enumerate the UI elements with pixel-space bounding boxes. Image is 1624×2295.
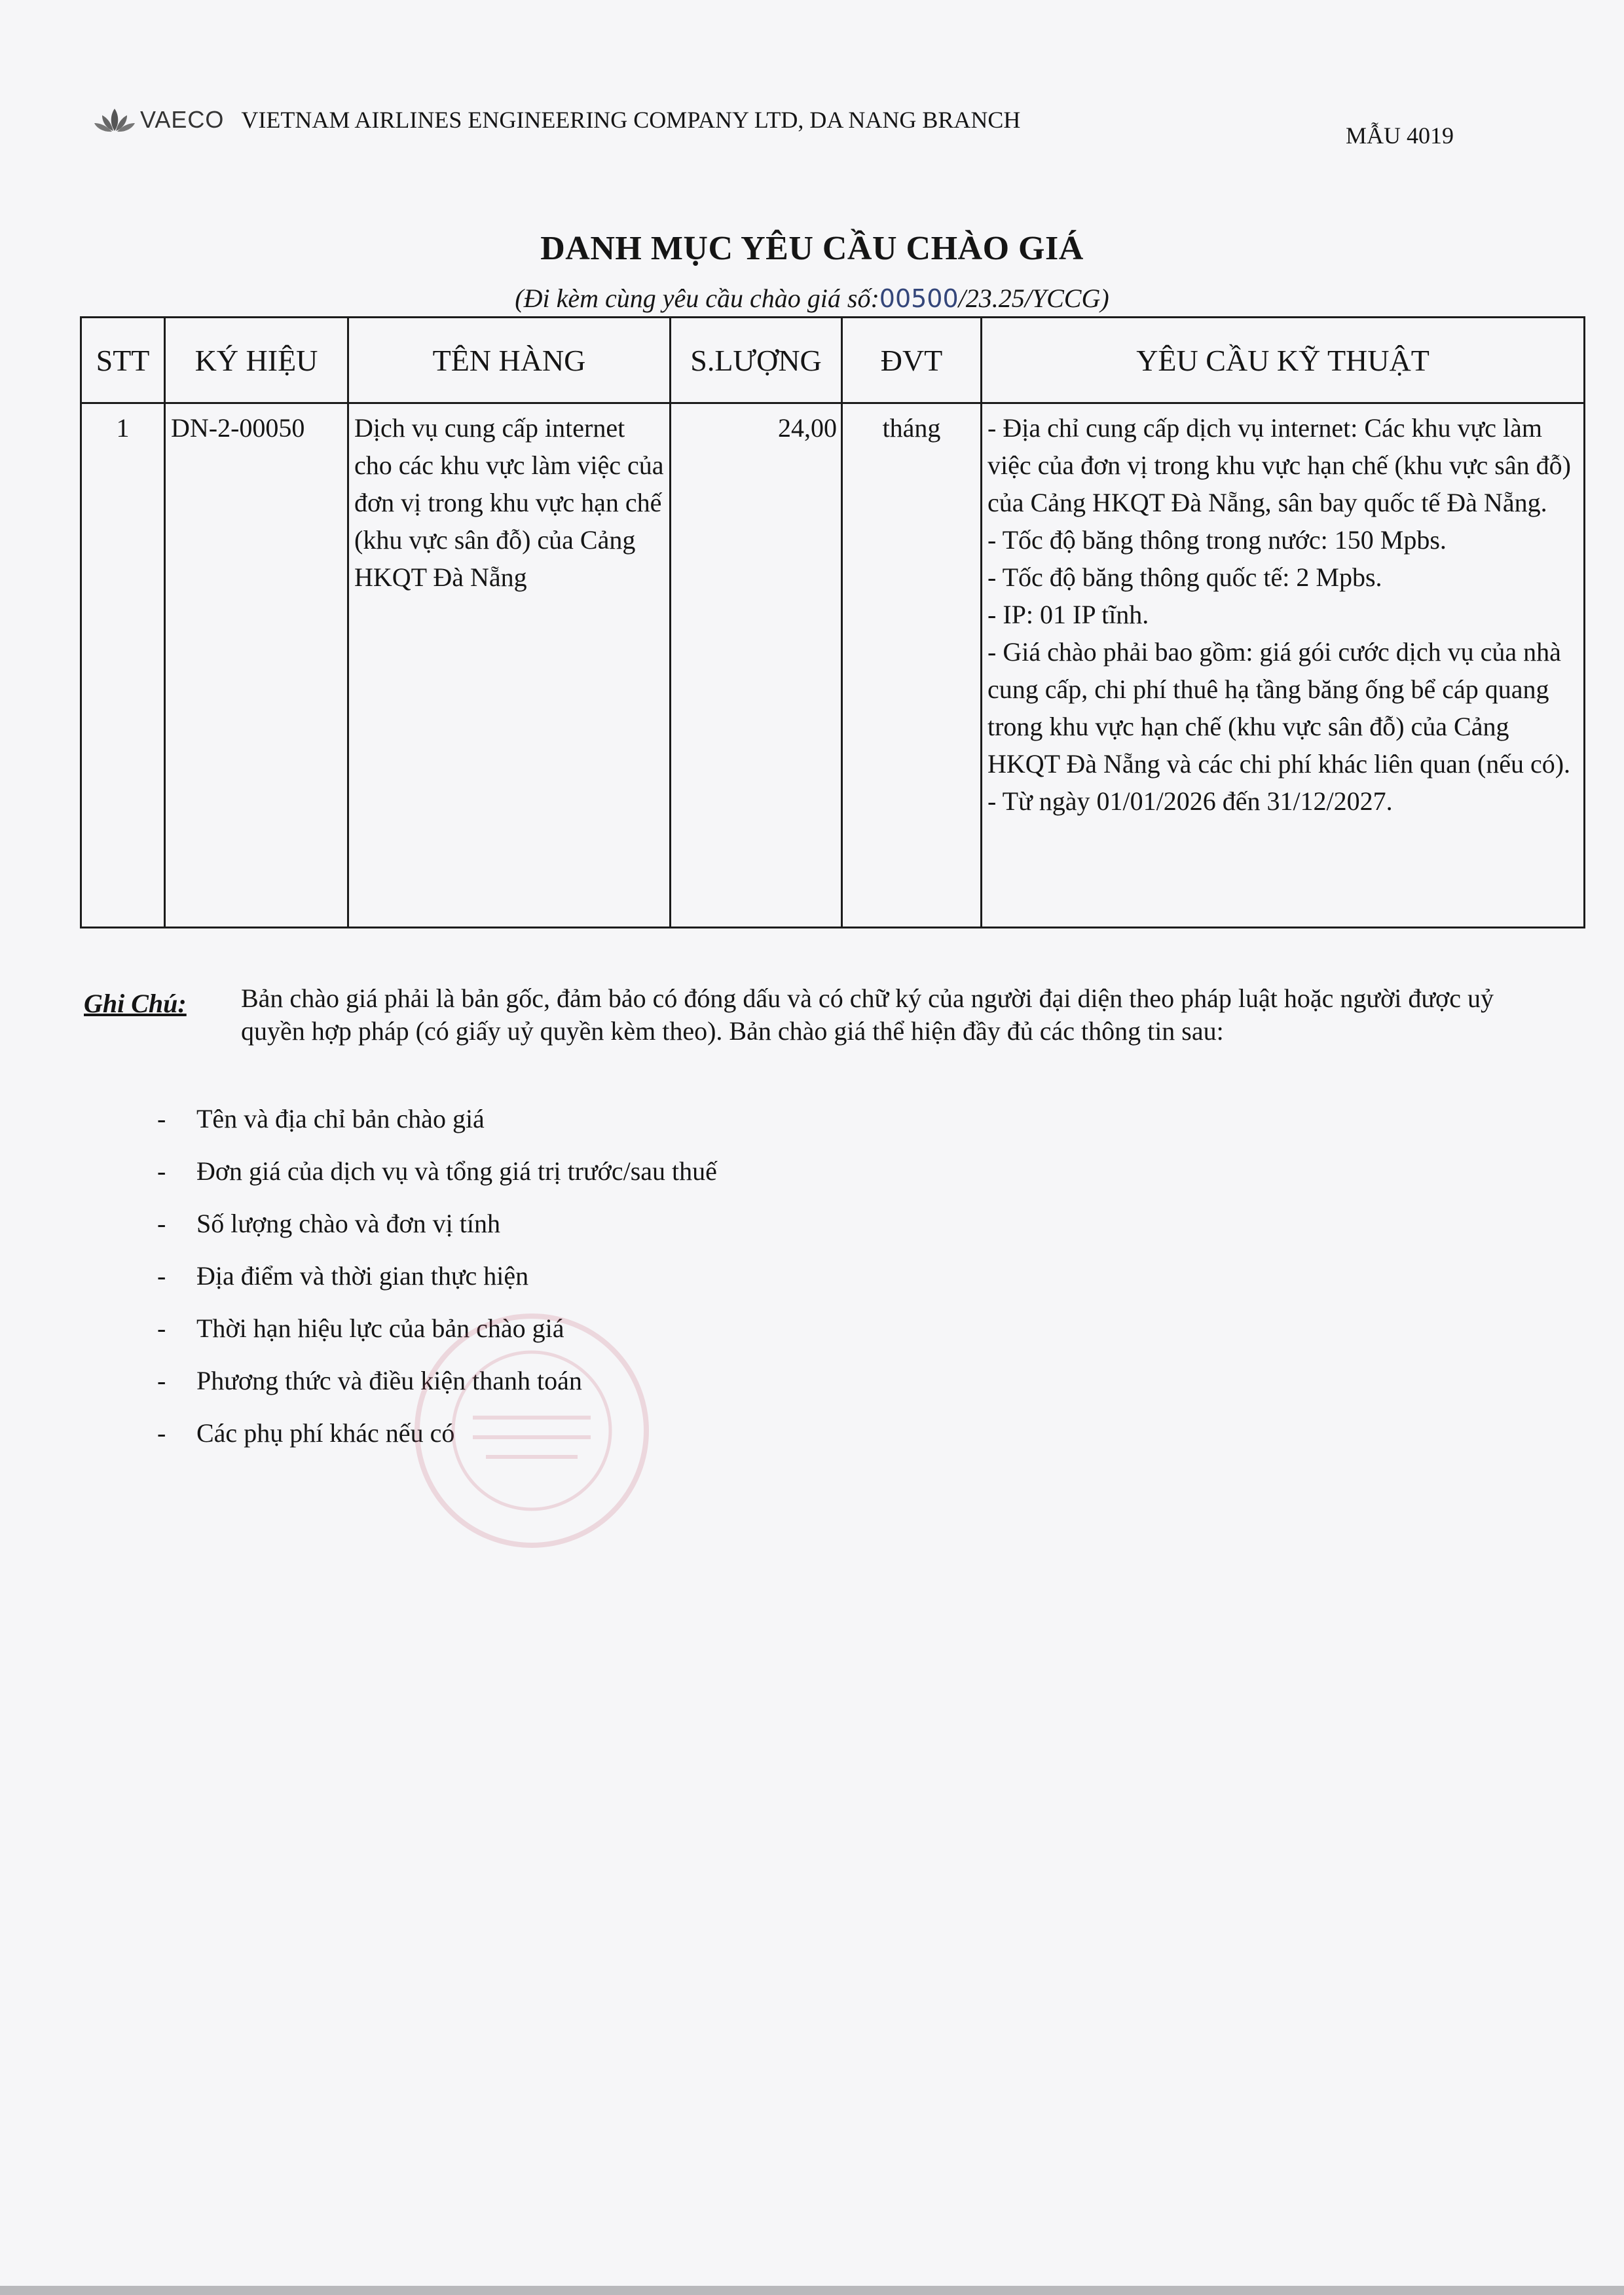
- list-item-text: Số lượng chào và đơn vị tính: [196, 1209, 500, 1238]
- company-logo: [92, 105, 224, 135]
- form-code: MẪU 4019: [1346, 122, 1454, 149]
- note-label: Ghi Chú:: [84, 989, 187, 1018]
- list-item-text: Địa điểm và thời gian thực hiện: [196, 1261, 529, 1291]
- logo-text: VAECO: [140, 106, 225, 133]
- lotus-logo-icon: [92, 105, 138, 135]
- page-bottom-edge: [0, 2286, 1624, 2295]
- list-item-text: Tên và địa chỉ bản chào giá: [196, 1104, 485, 1133]
- document-title: DANH MỤC YÊU CẦU CHÀO GIÁ: [540, 230, 1084, 267]
- cell-technical-requirements: [982, 403, 1585, 928]
- cell-unit: tháng: [842, 403, 982, 928]
- table-header-row: [81, 318, 1585, 403]
- document-header: [92, 105, 1113, 135]
- document-subtitle: [0, 283, 1624, 314]
- list-item-text: Phương thức và điều kiện thanh toán: [196, 1366, 582, 1395]
- tech-line-domestic-bandwidth: - Tốc độ băng thông trong nước: 150 Mpbs.: [987, 525, 1447, 555]
- cell-name: Dịch vụ cung cấp internet cho các khu vực làm việc của đơn vị trong khu vực hạn chế (khu vực sân đỗ) của Cảng HKQT Đà Nẵng: [348, 403, 671, 928]
- tech-line-international-bandwidth: - Tốc độ băng thông quốc tế: 2 Mpbs.: [987, 562, 1382, 592]
- faded-stamp-icon: [407, 1306, 656, 1555]
- header-name: TÊN HÀNG: [348, 318, 671, 403]
- tech-line-ip: - IP: 01 IP tĩnh.: [987, 600, 1149, 629]
- header-technical-requirements: YÊU CẦU KỸ THUẬT: [982, 318, 1585, 403]
- header-unit: ĐVT: [842, 318, 982, 403]
- subtitle-prefix: (Đi kèm cùng yêu cầu chào giá số:: [515, 284, 879, 313]
- tech-line-price-includes: - Giá chào phải bao gồm: giá gói cước dịch vụ của nhà cung cấp, chi phí thuê hạ tầng băng ống bể cáp quang trong khu vực hạn chế (khu vực sân đỗ) của Cảng HKQT Đà Nẵng và các chi phí khác liên quan (nếu có).: [987, 637, 1571, 779]
- list-item-text: Thời hạn hiệu lực của bản chào giá: [196, 1313, 564, 1343]
- list-item-text: Các phụ phí khác nếu có: [196, 1418, 455, 1448]
- list-item: - Địa điểm và thời gian thực hiện: [157, 1260, 717, 1313]
- cell-code: DN-2-00050: [165, 403, 348, 928]
- note-text: Bản chào giá phải là bản gốc, đảm bảo có đóng dấu và có chữ ký của người đại diện theo pháp luật hoặc người được uỷ quyền hợp pháp (có giấy uỷ quyền kèm theo). Bản chào giá thể hiện đầy đủ các thông tin sau:: [241, 983, 1494, 1046]
- header-code: KÝ HIỆU: [165, 318, 348, 403]
- tech-line-address: - Địa chỉ cung cấp dịch vụ internet: Các khu vực làm việc của đơn vị trong khu vực hạn chế (khu vực sân đỗ) của Cảng HKQT Đà Nẵng, sân bay quốc tế Đà Nẵng.: [987, 413, 1571, 517]
- subtitle-suffix: /23.25/YCCG): [958, 284, 1109, 313]
- list-item: - Số lượng chào và đơn vị tính: [157, 1208, 717, 1260]
- cell-quantity: 24,00: [671, 403, 842, 928]
- requirements-table: [80, 316, 1585, 928]
- header-stt: STT: [81, 318, 165, 403]
- list-item-text: Đơn giá của dịch vụ và tổng giá trị trước/sau thuế: [196, 1156, 717, 1186]
- list-item: - Phương thức và điều kiện thanh toán: [157, 1365, 717, 1418]
- list-item: - Đơn giá của dịch vụ và tổng giá trị trước/sau thuế: [157, 1156, 717, 1208]
- list-item: - Tên và địa chỉ bản chào giá: [157, 1103, 717, 1156]
- company-name: VIETNAM AIRLINES ENGINEERING COMPANY LTD, DA NANG BRANCH: [241, 107, 1021, 133]
- header-quantity: S.LƯỢNG: [671, 318, 842, 403]
- handwritten-request-number: 00500: [879, 284, 959, 313]
- table-row: [81, 403, 1585, 928]
- list-item: - Thời hạn hiệu lực của bản chào giá: [157, 1313, 717, 1365]
- cell-stt: 1: [81, 403, 165, 928]
- tech-line-period: - Từ ngày 01/01/2026 đến 31/12/2027.: [987, 786, 1393, 816]
- list-item: - Các phụ phí khác nếu có: [157, 1418, 717, 1470]
